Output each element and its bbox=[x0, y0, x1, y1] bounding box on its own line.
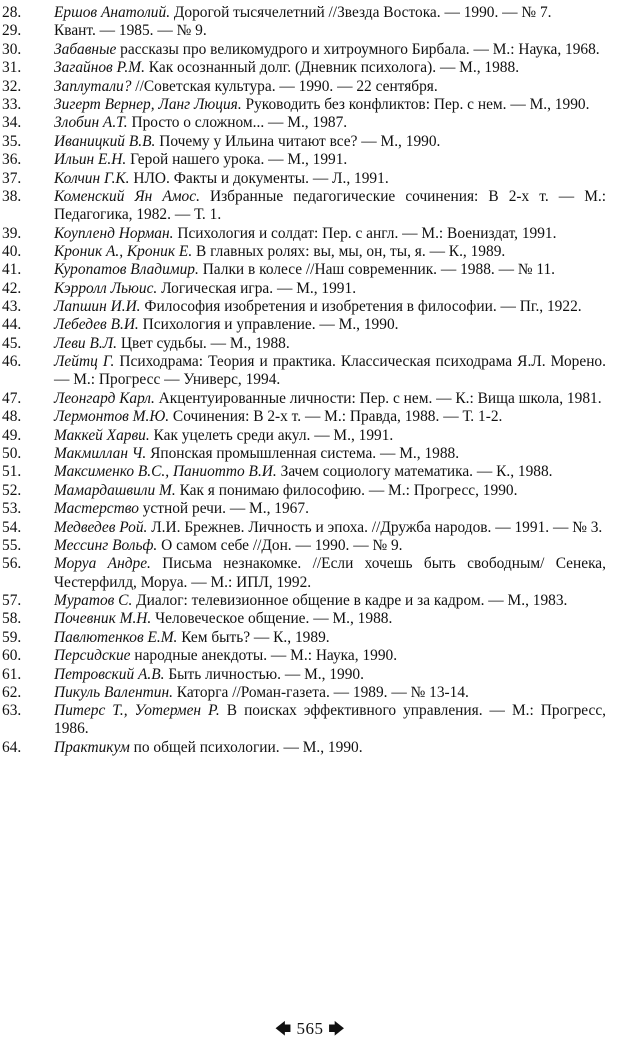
reference-author: Персидские bbox=[54, 647, 131, 665]
reference-number: 43. bbox=[2, 298, 22, 316]
reference-number: 63. bbox=[2, 702, 22, 720]
reference-item bbox=[2, 335, 606, 353]
reference-item bbox=[2, 114, 606, 132]
reference-text: НЛО. Факты и документы. — Л., 1991. bbox=[129, 169, 389, 187]
reference-item bbox=[2, 133, 606, 151]
reference-author: Максименко В.С., Паниотто В.И. bbox=[54, 463, 277, 481]
reference-item bbox=[2, 261, 606, 279]
reference-author: Мамардашвили М. bbox=[54, 481, 176, 499]
reference-item bbox=[2, 188, 606, 224]
reference-number: 39. bbox=[2, 224, 22, 242]
reference-item bbox=[2, 482, 606, 500]
reference-text: Философия изобретения и изобретения в философии. — Пг., 1922. bbox=[140, 298, 582, 316]
reference-text: народные анекдоты. — М.: Наука, 1990. bbox=[130, 647, 398, 665]
reference-number: 29. bbox=[2, 22, 22, 40]
reference-item bbox=[2, 59, 606, 77]
reference-item bbox=[2, 408, 606, 426]
reference-author: Павлютенков Е.М. bbox=[54, 628, 178, 646]
reference-author: Куропатов Владимир. bbox=[54, 261, 199, 279]
reference-number: 47. bbox=[2, 389, 22, 407]
reference-author: Лермонтов М.Ю. bbox=[54, 408, 170, 426]
reference-author: Леонгард Карл. bbox=[54, 389, 155, 407]
reference-text: //Советская культура. — 1990. — 22 сентября. bbox=[131, 77, 438, 95]
reference-author: Коупленд Норман. bbox=[54, 224, 174, 242]
reference-author: Петровский А.В. bbox=[54, 665, 165, 683]
reference-number: 60. bbox=[2, 647, 22, 665]
reference-author: Злобин А.Т. bbox=[54, 114, 128, 132]
reference-number: 38. bbox=[2, 187, 22, 205]
reference-number: 28. bbox=[2, 4, 22, 21]
reference-text: устной речи. — М., 1967. bbox=[138, 500, 309, 518]
reference-text: Логическая игра. — М., 1991. bbox=[157, 279, 357, 297]
reference-author: Мастерство bbox=[54, 500, 139, 518]
reference-number: 49. bbox=[2, 426, 22, 444]
reference-item bbox=[2, 445, 606, 463]
reference-text: Как осознанный долг. (Дневник психолога). — М., 1988. bbox=[144, 59, 520, 77]
reference-author: Питерс Т., Уотермен Р. bbox=[54, 702, 220, 720]
reference-text: Психология и солдат: Пер. с англ. — М.: Воениздат, 1991. bbox=[173, 224, 557, 242]
reference-author: Зигерт Вернер, Ланг Люция. bbox=[54, 95, 242, 113]
reference-text: Дорогой тысячелетний //Звезда Востока. — 1990. — № 7. bbox=[170, 4, 552, 21]
reference-number: 45. bbox=[2, 334, 22, 352]
reference-number: 55. bbox=[2, 536, 22, 554]
arrow-right-icon: 🡆 bbox=[328, 1019, 346, 1038]
reference-number: 41. bbox=[2, 261, 22, 279]
reference-number: 51. bbox=[2, 463, 22, 481]
reference-text: Почему у Ильина читают все? — М., 1990. bbox=[155, 132, 441, 150]
reference-text: Кем быть? — К., 1989. bbox=[177, 628, 330, 646]
reference-item bbox=[2, 519, 606, 537]
reference-text: Диалог: телевизионное общение в кадре и за кадром. — М., 1983. bbox=[132, 591, 568, 609]
reference-item bbox=[2, 243, 606, 261]
reference-number: 34. bbox=[2, 114, 22, 132]
reference-author: Коменский Ян Амос. bbox=[54, 187, 200, 205]
reference-item bbox=[2, 739, 606, 757]
reference-number: 56. bbox=[2, 555, 22, 573]
reference-author: Лейтц Г. bbox=[54, 353, 115, 371]
reference-item bbox=[2, 170, 606, 188]
reference-item bbox=[2, 555, 606, 591]
reference-item bbox=[2, 500, 606, 518]
reference-number: 48. bbox=[2, 408, 22, 426]
reference-number: 57. bbox=[2, 591, 22, 609]
reference-text: по общей психологии. — М., 1990. bbox=[129, 738, 363, 756]
reference-number: 61. bbox=[2, 665, 22, 683]
reference-item bbox=[2, 78, 606, 96]
reference-author: Практикум bbox=[54, 738, 130, 756]
reference-text: Письма незнакомке. //Если хочешь быть свободным/ Сенека, Честерфилд, Моруа. — М.: ИПЛ, 1992. bbox=[54, 555, 606, 591]
reference-number: 31. bbox=[2, 59, 22, 77]
reference-author: Кроник А., Кроник Е. bbox=[54, 242, 193, 260]
reference-number: 54. bbox=[2, 518, 22, 536]
reference-number: 50. bbox=[2, 445, 22, 462]
reference-item bbox=[2, 702, 606, 738]
reference-author: Ильин Е.Н. bbox=[54, 151, 127, 169]
reference-author: Колчин Г.К. bbox=[54, 169, 130, 187]
reference-author: Лебедев В.И. bbox=[54, 316, 139, 334]
reference-text: Цвет судьбы. — М., 1988. bbox=[117, 334, 290, 352]
reference-text: Психодрама: Теория и практика. Классическая психодрама Я.Л. Морено. — М.: Прогресс — Универс, 1994. bbox=[54, 353, 606, 389]
page-footer bbox=[0, 1018, 620, 1045]
reference-item bbox=[2, 427, 606, 445]
reference-item bbox=[2, 629, 606, 647]
reference-author: Лапшин И.И. bbox=[54, 298, 141, 316]
reference-number: 42. bbox=[2, 279, 22, 297]
reference-number: 58. bbox=[2, 610, 22, 628]
reference-number: 40. bbox=[2, 242, 22, 260]
reference-text: Л.И. Брежнев. Личность и эпоха. //Дружба народов. — 1991. — № 3. bbox=[147, 518, 603, 536]
reference-item bbox=[2, 4, 606, 22]
reference-item bbox=[2, 463, 606, 481]
reference-author: Забавные bbox=[54, 40, 117, 58]
reference-text: Каторга //Роман-газета. — 1989. — № 13-14. bbox=[172, 683, 469, 701]
reference-text: рассказы про великомудрого и хитроумного Бирбала. — М.: Наука, 1968. bbox=[116, 40, 600, 58]
reference-number: 53. bbox=[2, 500, 22, 518]
reference-author: Медведев Рой. bbox=[54, 518, 148, 536]
reference-author: Муратов С. bbox=[54, 591, 133, 609]
reference-number: 62. bbox=[2, 683, 22, 701]
reference-item bbox=[2, 22, 606, 40]
reference-item bbox=[2, 225, 606, 243]
reference-number: 37. bbox=[2, 169, 22, 187]
reference-author: Иваницкий В.В. bbox=[54, 132, 156, 150]
reference-number: 64. bbox=[2, 738, 22, 756]
reference-text: Избранные педагогические сочинения: В 2-х т. — М.: Педагогика, 1982. — Т. 1. bbox=[54, 187, 607, 224]
reference-item bbox=[2, 316, 606, 334]
reference-author: Макмиллан Ч. bbox=[54, 445, 147, 462]
reference-item bbox=[2, 684, 606, 702]
reference-number: 46. bbox=[2, 353, 22, 371]
reference-author: Пикуль Валентин. bbox=[54, 683, 173, 701]
reference-item bbox=[2, 592, 606, 610]
reference-author: Мессинг Вольф. bbox=[54, 536, 158, 554]
reference-text: Как уцелеть среди акул. — М., 1991. bbox=[149, 426, 394, 444]
reference-text: О самом себе //Дон. — 1990. — № 9. bbox=[157, 536, 403, 554]
reference-number: 32. bbox=[2, 77, 22, 95]
reference-item bbox=[2, 151, 606, 169]
page-number: 565 bbox=[296, 1019, 324, 1038]
reference-item bbox=[2, 537, 606, 555]
reference-author: Кэрролл Льюис. bbox=[54, 279, 158, 297]
reference-author: Моруа Андре. bbox=[54, 555, 151, 573]
reference-text: В поисках эффективного управления. — М.: Прогресс, 1986. bbox=[54, 702, 607, 738]
reference-text: Сочинения: В 2-х т. — М.: Правда, 1988. — Т. 1-2. bbox=[169, 408, 503, 426]
reference-item bbox=[2, 41, 606, 59]
reference-item bbox=[2, 96, 606, 114]
arrow-left-icon: 🡄 bbox=[274, 1019, 292, 1038]
reference-item bbox=[2, 390, 606, 408]
reference-item bbox=[2, 298, 606, 316]
reference-list bbox=[2, 4, 606, 757]
reference-item bbox=[2, 280, 606, 298]
reference-text: Руководить без конфликтов: Пер. с нем. — М., 1990. bbox=[241, 95, 590, 113]
reference-text: Палки в колесе //Наш современник. — 1988. — № 11. bbox=[198, 261, 556, 279]
reference-number: 52. bbox=[2, 481, 22, 499]
reference-text: Японская промышленная система. — М., 1988. bbox=[146, 445, 460, 462]
reference-item bbox=[2, 610, 606, 628]
reference-text: Как я понимаю философию. — М.: Прогресс, 1990. bbox=[175, 481, 518, 499]
reference-text: Зачем социологу математика. — К., 1988. bbox=[276, 463, 553, 481]
reference-author: Ершов Анатолий. bbox=[54, 4, 171, 21]
reference-text: В главных ролях: вы, мы, он, ты, я. — К., 1989. bbox=[192, 242, 506, 260]
reference-text: Психология и управление. — М., 1990. bbox=[138, 316, 399, 334]
reference-text: Быть личностью. — М., 1990. bbox=[164, 665, 364, 683]
reference-text: Герой нашего урока. — М., 1991. bbox=[126, 151, 348, 169]
reference-text: Человеческое общение. — М., 1988. bbox=[151, 610, 393, 628]
reference-author: Маккей Харви. bbox=[54, 426, 150, 444]
reference-author: Леви В.Л. bbox=[54, 334, 117, 352]
reference-author: Почевник М.Н. bbox=[54, 610, 152, 628]
reference-author: Загайнов Р.М. bbox=[54, 59, 145, 77]
reference-number: 30. bbox=[2, 40, 22, 58]
reference-item bbox=[2, 647, 606, 665]
reference-text: Акцентуированные личности: Пер. с нем. — К.: Вища школа, 1981. bbox=[154, 389, 602, 407]
reference-number: 44. bbox=[2, 316, 22, 334]
reference-item bbox=[2, 353, 606, 389]
reference-text: Просто о сложном... — М., 1987. bbox=[127, 114, 348, 132]
reference-item bbox=[2, 666, 606, 684]
reference-text: Квант. — 1985. — № 9. bbox=[54, 22, 207, 40]
reference-number: 36. bbox=[2, 151, 22, 169]
reference-number: 35. bbox=[2, 132, 22, 150]
reference-number: 33. bbox=[2, 95, 22, 113]
reference-number: 59. bbox=[2, 628, 22, 646]
reference-author: Заплутали? bbox=[54, 77, 132, 95]
